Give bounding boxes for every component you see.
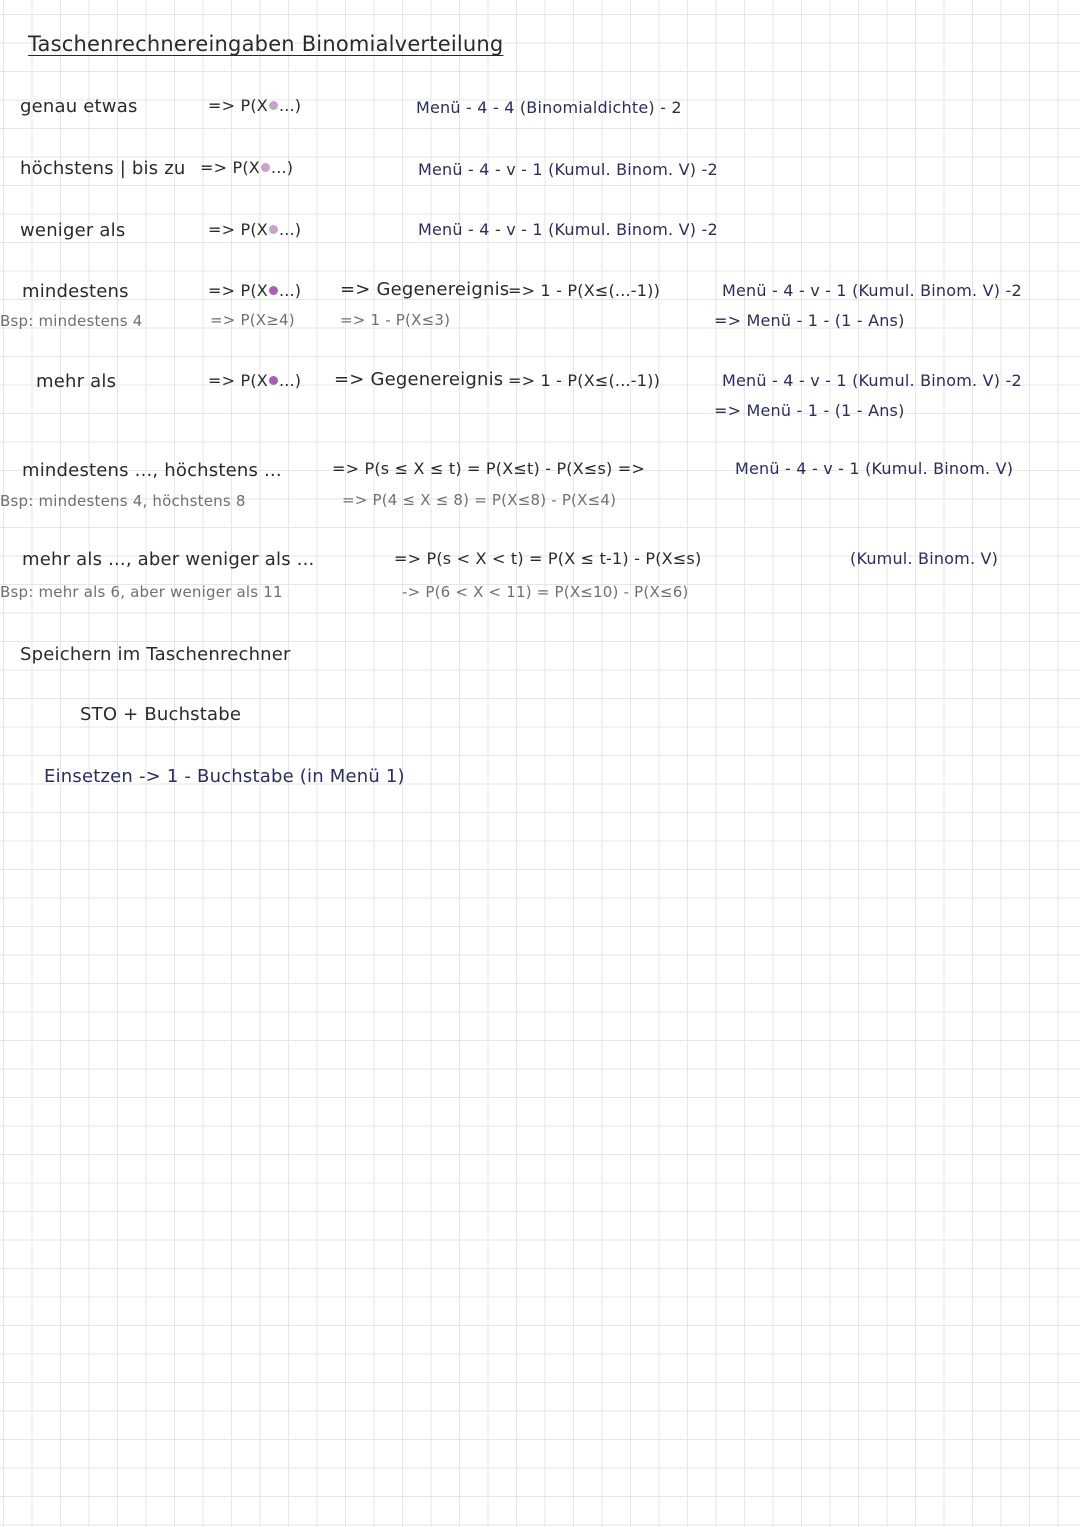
row-mind-hoechst-formula-example: => P(4 ≤ X ≤ 8) = P(X≤8) - P(X≤4) [342,491,617,509]
row-genau-formula-pre: => P(X [208,96,268,115]
row-mindestens-menu2: => Menü - 1 - (1 - Ans) [714,311,905,330]
row-hoechstens-formula [200,160,293,176]
row-mehr-weniger-menu: (Kumul. Binom. V) [850,549,999,568]
row-hoechstens-formula-pre: => P(X [200,158,260,177]
row-mehr-formula-post: ...) [278,371,302,390]
row-mehr-complement: => 1 - P(X≤(...-1)) [508,371,661,390]
row-genau-formula [208,98,301,114]
row-weniger-label: weniger als [20,220,126,241]
row-weniger-formula [208,222,301,238]
row-weniger-formula-post: ...) [278,220,302,239]
row-mind-hoechst-formula: => P(s ≤ X ≤ t) = P(X≤t) - P(X≤s) => [332,459,645,478]
row-mindestens-formula-example: => P(X≥4) [210,311,295,329]
highlight-marker [269,286,278,295]
row-mindestens-formula-pre: => P(X [208,281,268,300]
row-mehr-label: mehr als [36,371,117,392]
storage-heading: Speichern im Taschenrechner [20,644,291,665]
row-mehr-formula-pre: => P(X [208,371,268,390]
row-mind-hoechst-label: mindestens ..., höchstens ... [22,460,282,481]
row-mehr-menu2: => Menü - 1 - (1 - Ans) [714,401,905,420]
row-hoechstens-label: höchstens | bis zu [20,158,186,179]
row-mehr-weniger-label: mehr als ..., aber weniger als ... [22,549,315,570]
row-mind-hoechst-menu: Menü - 4 - v - 1 (Kumul. Binom. V) [735,459,1014,478]
row-mehr-menu: Menü - 4 - v - 1 (Kumul. Binom. V) -2 [722,371,1022,390]
row-mind-hoechst-example: Bsp: mindestens 4, höchstens 8 [0,492,246,510]
highlight-marker [269,101,278,110]
row-mindestens-complement: => 1 - P(X≤(...-1)) [508,281,661,300]
row-mindestens-label: mindestens [22,281,129,302]
row-hoechstens-menu: Menü - 4 - v - 1 (Kumul. Binom. V) -2 [418,160,718,179]
row-mindestens-gegenereignis: => Gegenereignis [340,279,510,300]
row-mehr-weniger-formula-example: -> P(6 < X < 11) = P(X≤10) - P(X≤6) [402,583,689,601]
storage-insert-instruction: Einsetzen -> 1 - Buchstabe (in Menü 1) [44,766,405,787]
row-mindestens-gegen-example: => 1 - P(X≤3) [340,311,451,329]
row-mindestens-example: Bsp: mindestens 4 [0,312,143,330]
row-weniger-formula-pre: => P(X [208,220,268,239]
row-mehr-gegenereignis: => Gegenereignis [334,369,504,390]
row-hoechstens-formula-post: ...) [270,158,294,177]
row-mindestens-menu: Menü - 4 - v - 1 (Kumul. Binom. V) -2 [722,281,1022,300]
row-mindestens-formula-post: ...) [278,281,302,300]
row-genau-formula-post: ...) [278,96,302,115]
row-mindestens-formula [208,283,301,299]
highlight-marker [261,163,270,172]
row-mehr-weniger-example: Bsp: mehr als 6, aber weniger als 11 [0,583,283,601]
row-mehr-formula [208,373,301,389]
page-title: Taschenrechnereingaben Binomialverteilung [28,32,504,56]
row-genau-label: genau etwas [20,96,138,117]
storage-sto-instruction: STO + Buchstabe [80,704,242,725]
row-genau-menu: Menü - 4 - 4 (Binomialdichte) - 2 [416,98,682,117]
row-weniger-menu: Menü - 4 - v - 1 (Kumul. Binom. V) -2 [418,220,718,239]
highlight-marker [269,376,278,385]
highlight-marker [269,225,278,234]
row-mehr-weniger-formula: => P(s < X < t) = P(X ≤ t-1) - P(X≤s) [394,549,702,568]
